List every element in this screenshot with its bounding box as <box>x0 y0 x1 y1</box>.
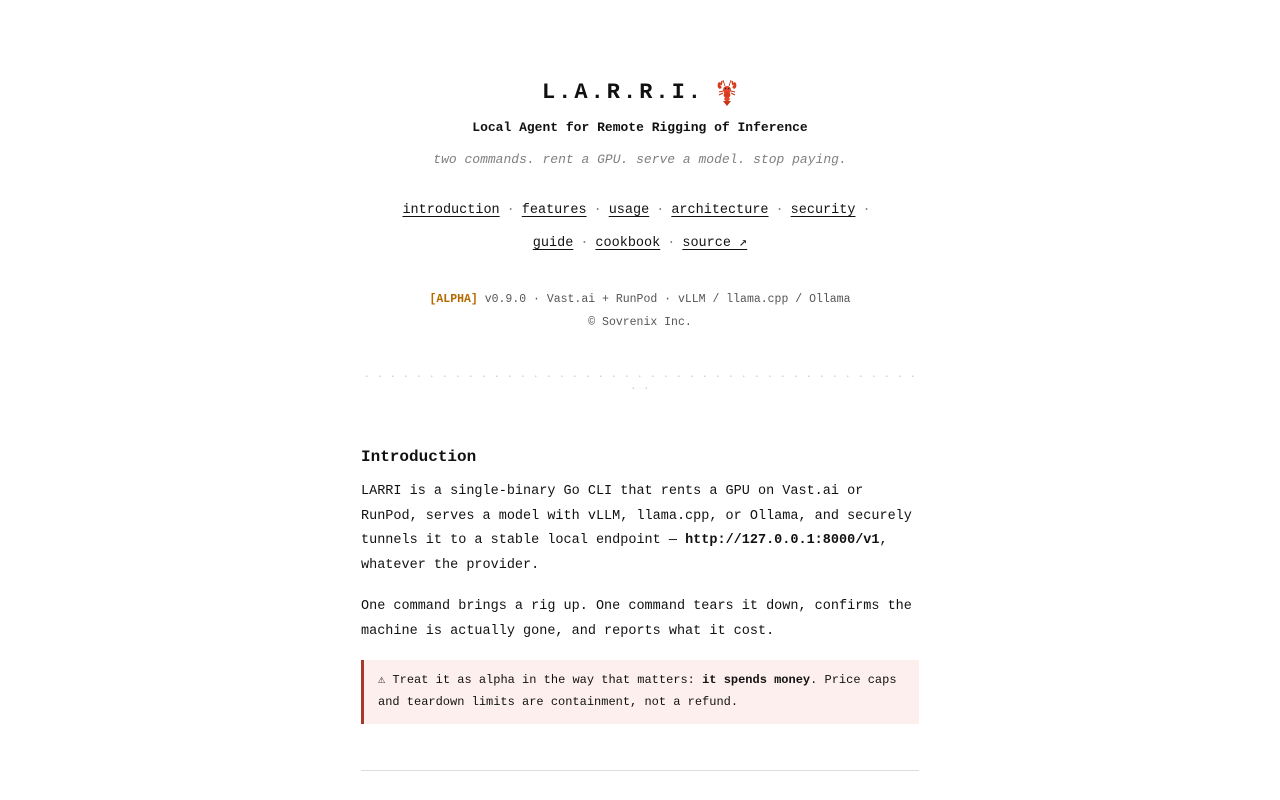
nav-separator: · <box>580 236 589 251</box>
site-header <box>361 0 919 396</box>
introduction-section <box>361 446 919 724</box>
site-tagline: two commands. rent a GPU. serve a model. stop paying. <box>433 152 847 167</box>
warning-emphasis: it spends money <box>702 673 811 688</box>
site-title-text: L.A.R.R.I. <box>541 80 705 105</box>
nav-link-cookbook[interactable]: cookbook <box>595 236 661 251</box>
version-line <box>361 288 919 311</box>
site-subtitle: Local Agent for Remote Rigging of Inference <box>472 120 808 135</box>
intro-paragraph-1 <box>361 480 919 579</box>
nav-link-architecture[interactable]: architecture <box>671 203 769 218</box>
nav-row-2 <box>361 227 919 260</box>
dotted-divider: · · · · · · · · · · · · · · · · · · · · · · · · · · · · · · · · · · · · · · · · · · · · · <box>363 372 917 395</box>
nav-link-features[interactable]: features <box>521 203 587 218</box>
nav-separator: · <box>656 203 665 218</box>
page <box>361 0 919 771</box>
warning-text-end: . Price caps and teardown limits are containment, not a refund. <box>378 673 897 710</box>
nav-link-source[interactable]: source ↗ <box>682 236 748 251</box>
nav-link-introduction[interactable]: introduction <box>402 203 500 218</box>
nav-link-usage[interactable]: usage <box>608 203 650 218</box>
lobster-icon <box>716 80 738 106</box>
main-nav <box>361 194 919 260</box>
warning-icon: ⚠ <box>378 673 386 688</box>
version-info: v0.9.0 · Vast.ai + RunPod · vLLM / llama.cpp / Ollama <box>477 293 851 306</box>
nav-row-1 <box>361 194 919 227</box>
section-heading-introduction: Introduction <box>361 448 477 466</box>
release-meta <box>361 288 919 334</box>
nav-separator: · <box>506 203 515 218</box>
intro-text-end: , whatever the provider. <box>361 533 888 574</box>
nav-separator: · <box>667 236 676 251</box>
main-content <box>361 446 919 771</box>
copyright: © Sovrenix Inc. <box>588 316 692 329</box>
alpha-warning-callout <box>361 660 919 724</box>
nav-separator: · <box>593 203 602 218</box>
section-rule <box>361 770 919 771</box>
endpoint-url: http://127.0.0.1:8000/v1 <box>685 533 880 549</box>
warning-text: Treat it as alpha in the way that matters: <box>385 673 703 688</box>
intro-text: LARRI is a single-binary Go CLI that rents a GPU on Vast.ai or RunPod, serves a model with vLLM, llama.cpp, or Ollama, and securely tunnels it to a stable local endpoint — <box>361 484 912 549</box>
site-title <box>542 76 738 110</box>
intro-paragraph-2: One command brings a rig up. One command tears it down, confirms the machine is actually gone, and reports what it cost. <box>361 598 912 639</box>
nav-separator: · <box>775 203 784 218</box>
alpha-badge: [ALPHA] <box>429 293 478 306</box>
nav-link-guide[interactable]: guide <box>532 236 574 251</box>
nav-separator: · <box>862 203 871 218</box>
nav-link-security[interactable]: security <box>790 203 856 218</box>
